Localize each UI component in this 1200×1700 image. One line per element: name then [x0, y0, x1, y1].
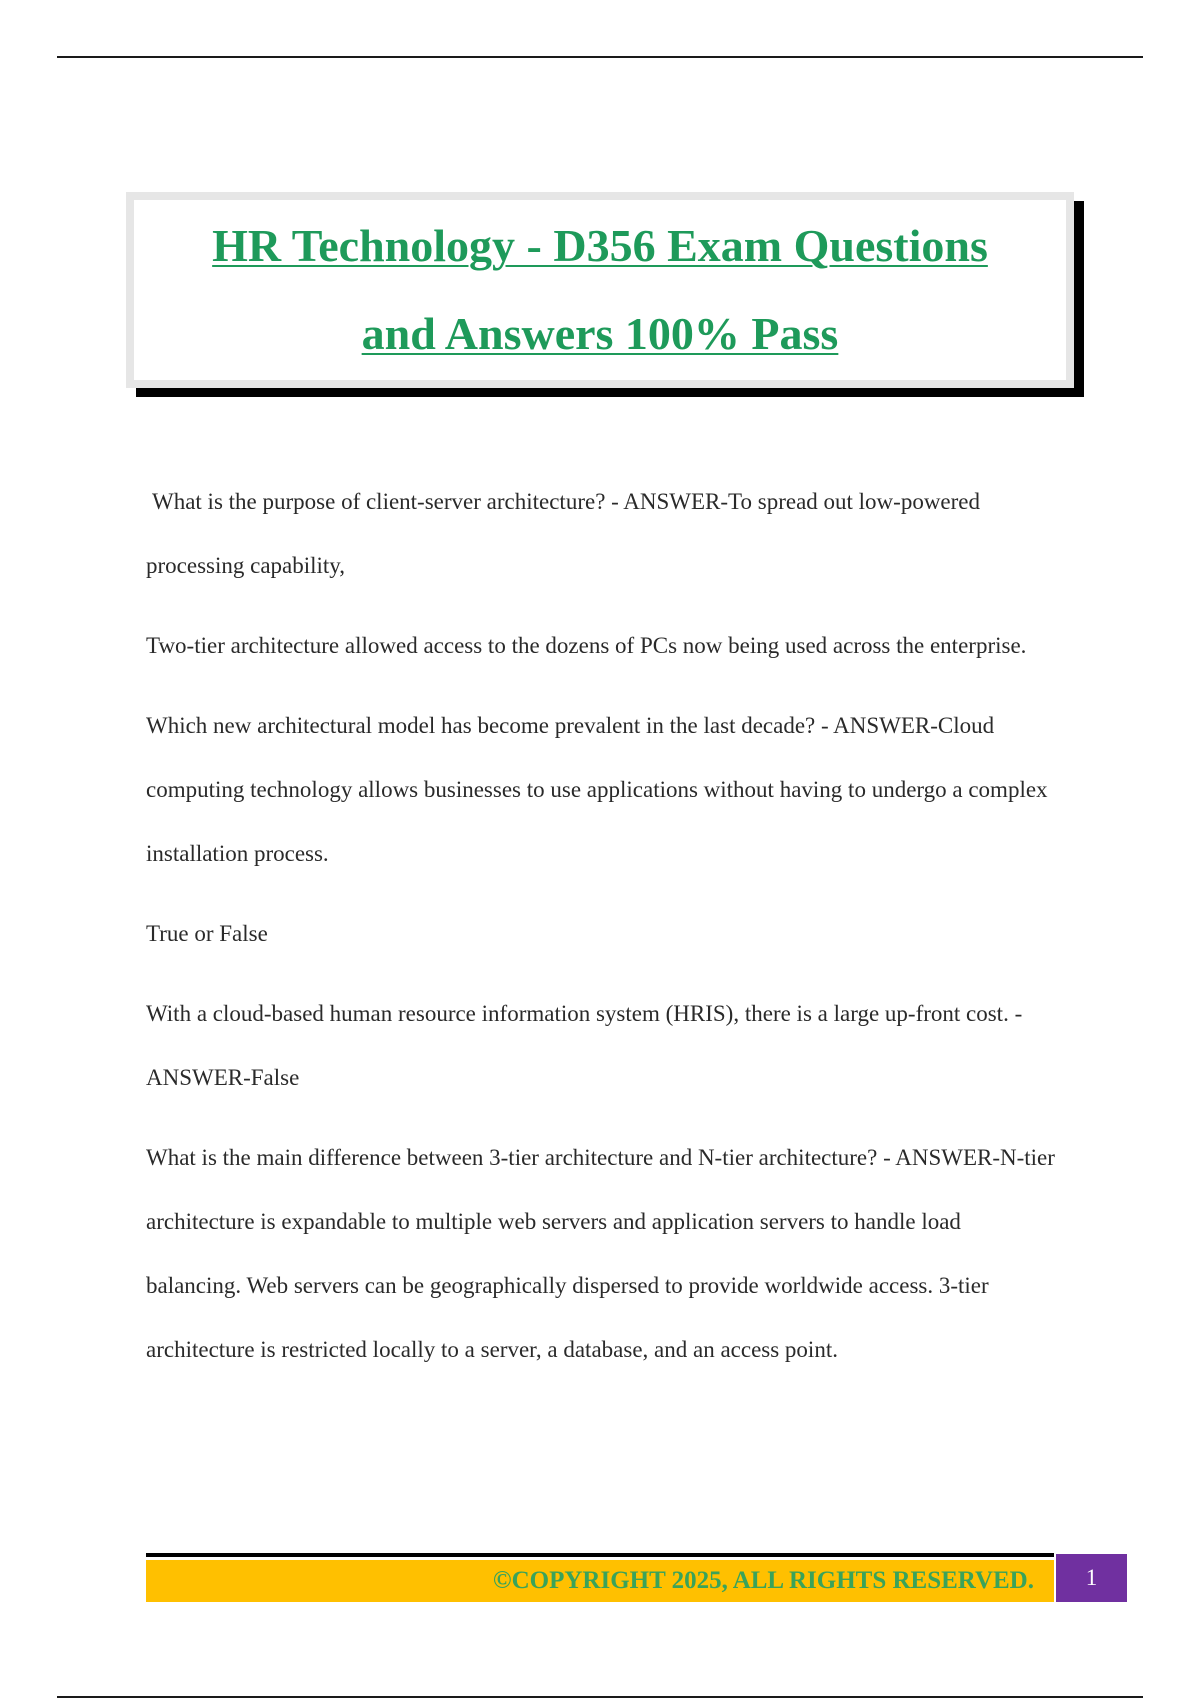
- document-title-line-1: HR Technology - D356 Exam Questions: [212, 220, 988, 271]
- top-rule: [57, 56, 1143, 58]
- paragraph-2: Two-tier architecture allowed access to the dozens of PCs now being used across the enterprise.: [146, 633, 1027, 658]
- document-title-line-2: and Answers 100% Pass: [361, 308, 839, 359]
- paragraph-4: True or False: [146, 921, 268, 946]
- document-body: [146, 470, 1056, 1398]
- page-number: 1: [1085, 1565, 1098, 1590]
- title-inner: [134, 200, 1066, 380]
- page-number-badge: [1056, 1554, 1127, 1602]
- bottom-rule: [57, 1696, 1143, 1698]
- copyright-text: ©COPYRIGHT 2025, ALL RIGHTS RESERVED.: [492, 1567, 1034, 1594]
- paragraph-6: What is the main difference between 3-tier architecture and N-tier architecture? - ANSWER-N-tier architecture is expandable to multiple web servers and application servers to handle load balancing. Web servers can be geographically dispersed to provide worldwide access. 3-tier architecture is restricted locally to a server, a database, and an access point.: [146, 1145, 1055, 1362]
- paragraph-3: Which new architectural model has become prevalent in the last decade? - ANSWER-Cloud computing technology allows businesses to use applications without having to undergo a complex installation process.: [146, 713, 1048, 866]
- footer-top-line: [146, 1553, 1054, 1557]
- paragraph-5: With a cloud-based human resource information system (HRIS), there is a large up-front cost. - ANSWER-False: [146, 1001, 1023, 1090]
- paragraph-1: What is the purpose of client-server architecture? - ANSWER-To spread out low-powered processing capability,: [146, 489, 981, 578]
- title-box: [126, 192, 1074, 388]
- footer-copyright-bar: [146, 1560, 1054, 1602]
